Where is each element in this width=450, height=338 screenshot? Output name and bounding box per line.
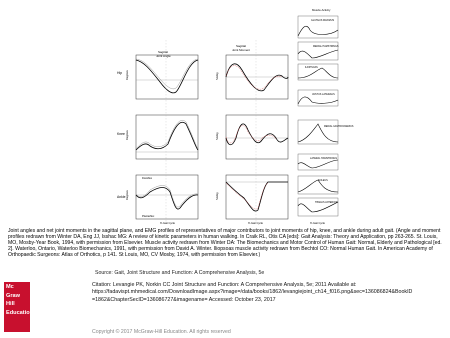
ankle-angle-panel — [125, 175, 198, 225]
ankle-annotation-dorsiflex: Dorsiflex — [142, 177, 153, 180]
emg-medial-gastrocnemius — [298, 120, 354, 144]
angle-panel-title-2: Joint Angle — [156, 54, 171, 58]
emg-lateral-hamstrings — [298, 154, 338, 170]
emg-label-gluteus: GLUTEUS MAXIMUS — [311, 19, 335, 22]
emg-soleus — [298, 176, 338, 194]
row-label-ankle: Ankle — [117, 195, 126, 199]
emg-iliopsoas — [298, 64, 338, 80]
emg-label-soleus: SOLEUS — [318, 179, 328, 182]
row-label-knee: Knee — [117, 132, 125, 136]
emg-label-vastus: VASTUS LATERALIS — [312, 93, 335, 96]
emg-label-medial-gastroc: MEDIAL GASTROCNEMIUS — [324, 126, 354, 128]
emg-column — [298, 8, 354, 225]
hip-angle-curve — [136, 60, 198, 93]
ylabel-moment-ankle: Nm/kg — [216, 192, 219, 200]
hip-angle-panel — [125, 50, 198, 99]
mcgraw-hill-logo: Mc Graw Hill Education — [4, 282, 30, 332]
moment-panel-title: Sagittal — [236, 44, 247, 48]
figure-caption — [8, 228, 444, 258]
ankle-moment-panel — [215, 175, 288, 225]
ylabel-angle-hip: Degrees — [126, 70, 129, 80]
emg-label-medial-hamstrings: MEDIAL HAMSTRINGS — [313, 45, 339, 48]
emg-label-lateral-hamstrings: LATERAL HAMSTRINGS — [310, 157, 337, 160]
citation-line-3: =1862&ChapterSecID=136086727&imagename= Accessed: October 23, 2017 — [92, 296, 276, 303]
citation-link[interactable]: https://fadavispt.mhmedical.com/DownloadImage.aspx?image=/data/books/1862/levangiejoint_ch14_f016.png&sec=136086824&BookID — [92, 289, 413, 296]
moment-panel-title-2: Joint Moment — [232, 48, 251, 52]
citation-line-1: Citation: Levangie PK, Norkin CC Joint Structure and Function: A Comprehensive Analysis, 5e; 2011 Available at: — [92, 282, 357, 288]
emg-title: Muscle Activity — [312, 8, 331, 12]
hip-moment-curve — [226, 64, 288, 91]
xlabel-angle: % Gait Cycle — [160, 222, 175, 225]
ylabel-moment-knee: Nm/kg — [216, 132, 219, 140]
copyright-notice: Copyright © 2017 McGraw-Hill Education. All rights reserved — [92, 329, 231, 335]
emg-tibialis-anterior — [298, 198, 338, 225]
caption-text: Joint angles and net joint moments in the sagittal plane, and EMG profiles of representatives of major contributors to joint moments of hip, knee, and ankle during adult gait. (Angle and moment profiles redrawn from Winter DA, Eng JJ, Isshac MG: A review of kinetic parameters in human walking. In Craik RL, Otis CA [eds]: Gait Analysis: Theory and Application, pp 263-265. St. Louis, MO, Mosby-Year Book, 1994, with permission from Elsevier. Muscle activity redrawn from Winter DA: The Biomechanics and Motor Control of Human Gait: Normal, Elderly and Pathological [ed. 2]. Waterloo, Ontario, Waterloo Biomechanics, 1991, with permission from David A. Winter. Iliopsoas muscle activity redrawn from Bechtol CO: Normal Human Gait. In American Academy of Orthopaedic Surgeons: Atlas of Orthotics, p 141. St Louis, MO, CV Mosby, 1974, with permission from Elsevier.) — [8, 228, 442, 259]
hip-moment-panel — [215, 44, 288, 99]
ankle-moment-curve — [226, 182, 288, 211]
emg-label-iliopsoas: ILIOPSOAS — [305, 66, 318, 69]
emg-vastus-lateralis — [298, 90, 338, 106]
knee-angle-panel — [125, 115, 198, 159]
citation-block — [92, 282, 446, 304]
emg-gluteus-maximus — [298, 16, 338, 38]
source-line: Source: Gait, Joint Structure and Function: A Comprehensive Analysis, 5e — [95, 270, 265, 276]
ankle-annotation-plantarflex: Plantarflex — [142, 215, 155, 218]
knee-moment-panel — [215, 115, 288, 159]
xlabel-emg: % Gait Cycle — [310, 222, 325, 225]
ylabel-moment-hip: Nm/kg — [216, 72, 219, 80]
ylabel-angle-ankle: Degrees — [126, 190, 129, 200]
knee-moment-curve — [226, 124, 288, 145]
angle-panel-title: Sagittal — [158, 50, 169, 54]
row-label-hip: Hip — [117, 71, 123, 75]
ankle-angle-curve — [136, 188, 198, 210]
emg-medial-hamstrings — [298, 42, 339, 60]
ylabel-angle-knee: Degrees — [126, 130, 129, 140]
xlabel-moment: % Gait Cycle — [248, 222, 263, 225]
knee-angle-curve — [136, 122, 198, 150]
emg-label-tibialis: TIBIALIS ANTERIOR — [315, 201, 338, 204]
